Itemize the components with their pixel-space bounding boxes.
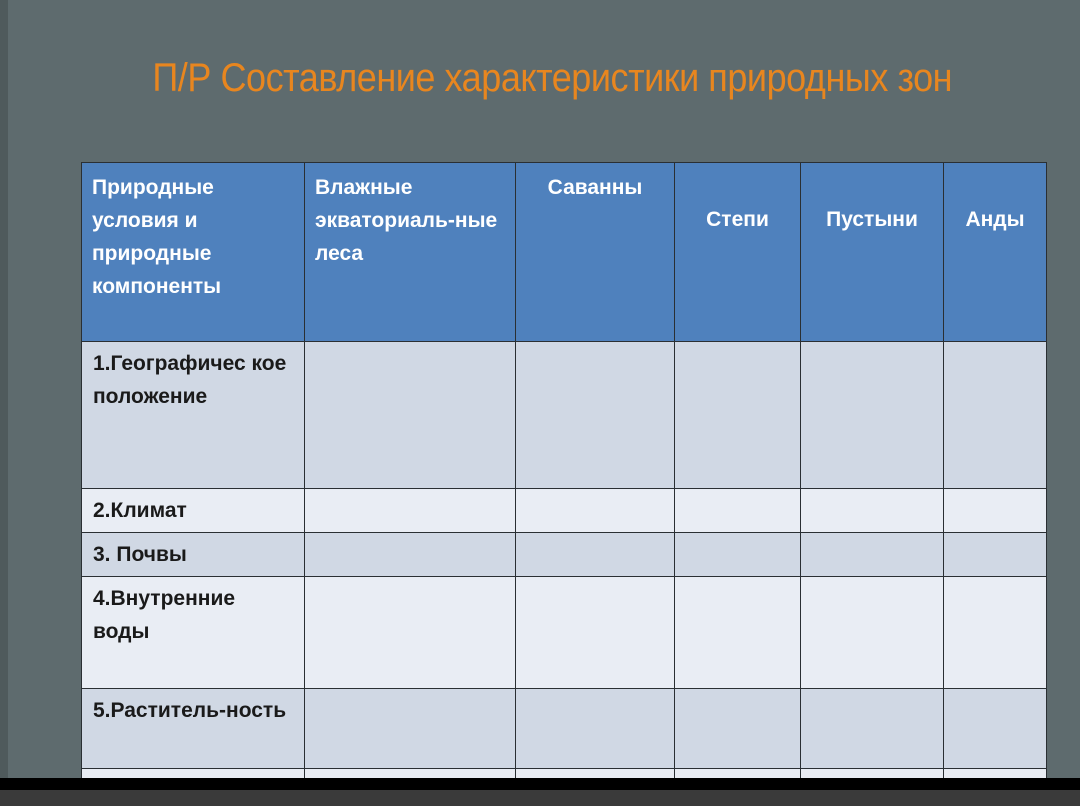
table-cell (675, 533, 801, 577)
row-label: 1.Географичес кое положение (82, 342, 305, 489)
slide-title: П/Р Составление характеристики природных зон (152, 56, 953, 100)
table-row (82, 689, 1047, 769)
table-cell (305, 689, 516, 769)
header-andes: Анды (944, 163, 1047, 342)
table-row (82, 533, 1047, 577)
table-row (82, 577, 1047, 689)
header-wet-forests: Влажные экваториаль-ные леса (305, 163, 516, 342)
table-row (82, 489, 1047, 533)
table-cell (801, 533, 944, 577)
header-steppes: Степи (675, 163, 801, 342)
table-cell (305, 342, 516, 489)
table-cell (944, 577, 1047, 689)
row-label: 2.Климат (82, 489, 305, 533)
table-cell (801, 489, 944, 533)
table-cell (944, 342, 1047, 489)
header-savannas: Саванны (516, 163, 675, 342)
table-cell (944, 489, 1047, 533)
table-cell (305, 769, 516, 779)
row-label (82, 769, 305, 779)
table-cell (516, 689, 675, 769)
table-cell (675, 342, 801, 489)
table-cell (675, 769, 801, 779)
table-cell (675, 577, 801, 689)
table-cell (516, 342, 675, 489)
bottom-strip (0, 790, 1080, 806)
header-deserts: Пустыни (801, 163, 944, 342)
row-label: 5.Раститель-ность (82, 689, 305, 769)
table-cell (305, 489, 516, 533)
table-cell (305, 533, 516, 577)
zones-table (81, 162, 1047, 778)
slide-edge (0, 0, 8, 778)
table-row (82, 769, 1047, 779)
table-cell (801, 689, 944, 769)
header-components: Природные условия и природные компоненты (82, 163, 305, 342)
row-label: 4.Внутренние воды (82, 577, 305, 689)
table-cell (944, 689, 1047, 769)
table-cell (944, 769, 1047, 779)
table-cell (801, 342, 944, 489)
table-cell (516, 489, 675, 533)
table-cell (305, 577, 516, 689)
table-cell (801, 577, 944, 689)
table-cell (516, 577, 675, 689)
table-cell (675, 489, 801, 533)
table-cell (516, 769, 675, 779)
table-cell (944, 533, 1047, 577)
table-cell (801, 769, 944, 779)
row-label: 3. Почвы (82, 533, 305, 577)
table-cell (675, 689, 801, 769)
header-row (82, 163, 1047, 342)
table-row (82, 342, 1047, 489)
table-cell (516, 533, 675, 577)
